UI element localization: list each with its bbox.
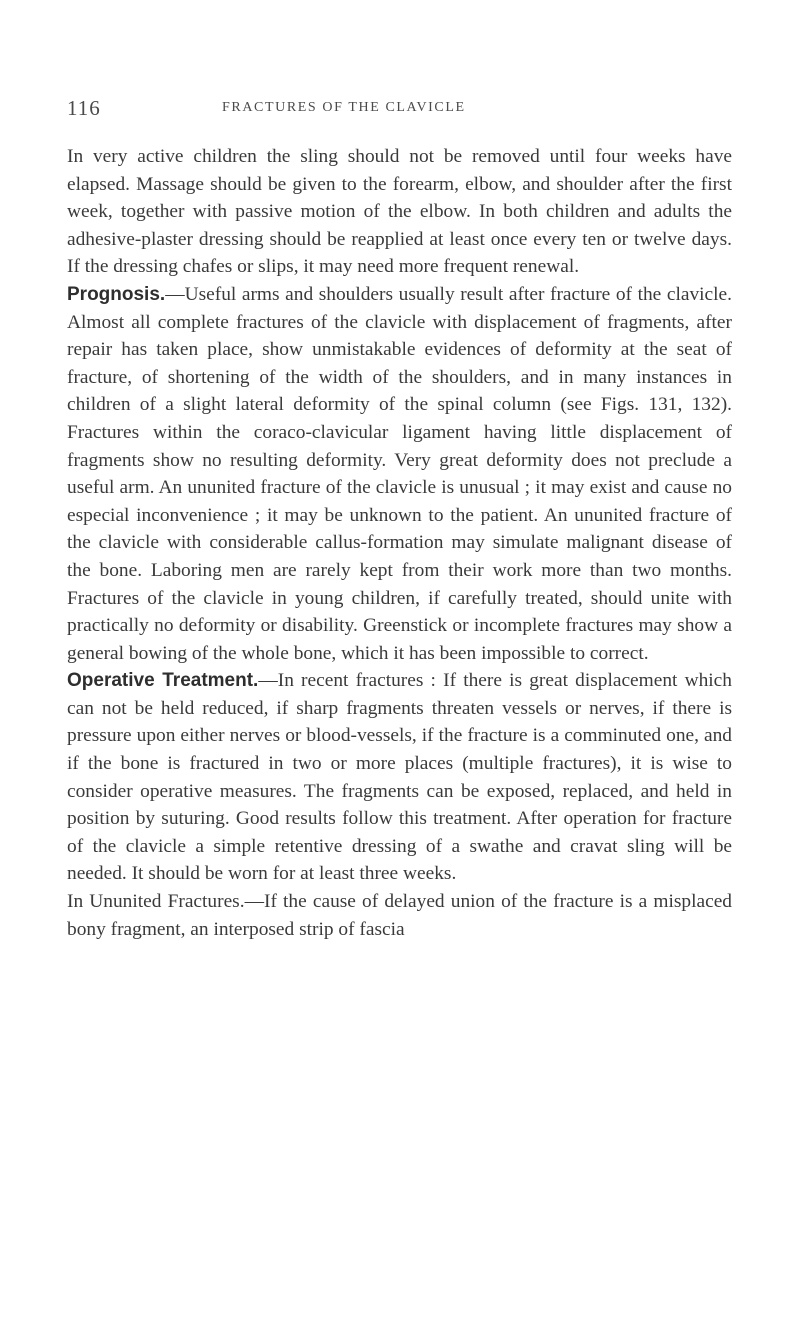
paragraph-prognosis bbox=[67, 281, 732, 667]
running-head: FRACTURES OF THE CLAVICLE bbox=[222, 100, 466, 115]
page-header bbox=[67, 96, 732, 120]
body-text bbox=[67, 143, 732, 943]
paragraph-sling-removal: In very active children the sling should not be removed until four weeks have elapsed. Massage should be given to the forearm, elbow, and shoulder after the first week, together with passive motion of the elbow. In both children and adults the adhesive-plaster dressing should be reapplied at least once every ten or twelve days. If the dressing chafes or slips, it may need more frequent renewal. bbox=[67, 146, 732, 278]
page-number: 116 bbox=[67, 96, 101, 120]
operative-treatment-heading: Operative Treatment. bbox=[67, 670, 259, 692]
ununited-fractures-text: —If the cause of delayed union of the fracture is a misplaced bony fragment, an interposed strip of fascia bbox=[67, 891, 733, 940]
paragraph-operative-treatment bbox=[67, 667, 732, 888]
prognosis-text: —Useful arms and shoulders usually result after fracture of the clavicle. Almost all complete fractures of the clavicle with displacement of fragments, after repair has taken place, show unmistakable evidences of deformity at the seat of fracture, of shortening of the width of the shoulders, and in many instances in children of a slight lateral deformity of the spinal column (see Figs. 131, 132). Fractures within the coraco-clavicular ligament having little displacement of fragments show no resulting deformity. Very great deformity does not preclude a useful arm. An ununited fracture of the clavicle is unusual ; it may exist and cause no especial inconvenience ; it may be unknown to the patient. An ununited fracture of the clavicle with considerable callus-formation may simulate malignant disease of the bone. Laboring men are rarely kept from their work more than two months. Fractures of the clavicle in young children, if carefully treated, should unite with practically no deformity or disability. Greenstick or incomplete fractures may show a general bowing of the whole bone, which it has been impossible to correct. bbox=[67, 283, 732, 664]
prognosis-heading: Prognosis. bbox=[67, 283, 166, 305]
operative-treatment-text: —In recent fractures : If there is great displacement which can not be held reduced, if sharp fragments threaten vessels or nerves, if there is pressure upon either nerves or blood-vessels, if the fracture is a comminuted one, and if the bone is fractured in two or more places (multiple fractures), it is wise to consider operative measures. The fragments can be exposed, replaced, and held in position by suturing. Good results follow this treatment. After operation for fracture of the clavicle a simple retentive dressing of a swathe and cravat sling will be needed. It should be worn for at least three weeks. bbox=[67, 670, 732, 885]
paragraph-ununited-fractures bbox=[67, 888, 732, 943]
ununited-fractures-heading: In Ununited Fractures. bbox=[67, 891, 245, 913]
